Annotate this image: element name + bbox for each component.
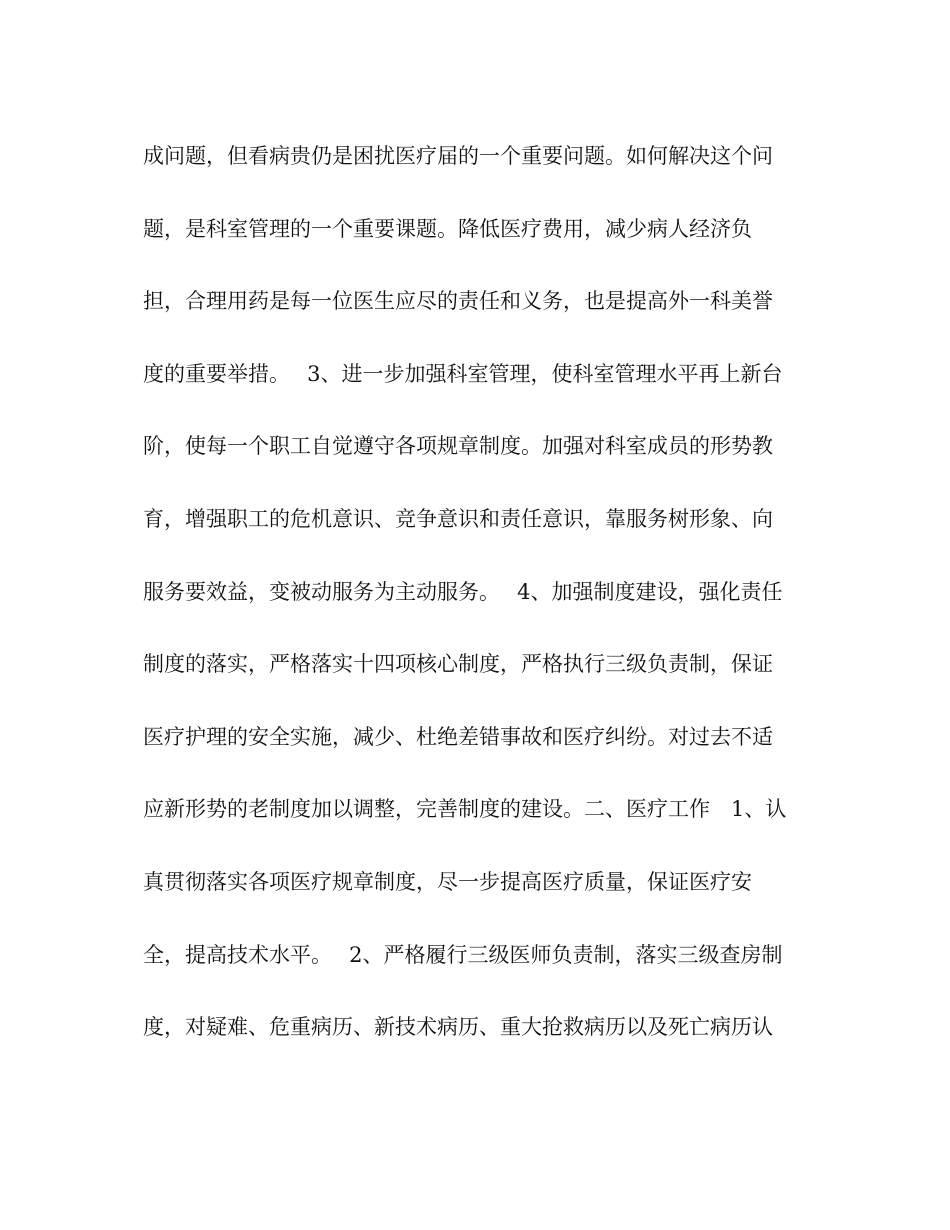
text-line-8: 制度的落实，严格落实十四项核心制度，严格执行三级负责制，保证 (143, 652, 773, 677)
text-line-12: 全，提高技术水平。 2、严格履行三级医师负责制，落实三级查房制 (143, 942, 783, 967)
text-line-5: 阶，使每一个职工自觉遵守各项规章制度。加强对科室成员的形势教 (143, 434, 773, 459)
text-line-2: 题，是科室管理的一个重要课题。降低医疗费用，减少病人经济负 (143, 216, 752, 241)
text-line-9: 医疗护理的安全实施，减少、杜绝差错事故和医疗纠纷。对过去不适 (143, 724, 773, 749)
body-text (143, 133, 813, 1077)
text-line-11: 真贯彻落实各项医疗规章制度，尽一步提高医疗质量，保证医疗安 (143, 869, 752, 894)
text-line-6: 育，增强职工的危机意识、竞争意识和责任意识，靠服务树形象、向 (143, 506, 773, 531)
text-line-4: 度的重要举措。 3、进一步加强科室管理，使科室管理水平再上新台 (143, 361, 783, 386)
text-line-7: 服务要效益，变被动服务为主动服务。 4、加强制度建设，强化责任 (143, 579, 783, 604)
text-line-13: 度，对疑难、危重病历、新技术病历、重大抢救病历以及死亡病历认 (143, 1015, 773, 1040)
text-line-10: 应新形势的老制度加以调整，完善制度的建设。二、医疗工作 1、认 (143, 797, 787, 822)
text-line-3: 担，合理用药是每一位医生应尽的责任和义务，也是提高外一科美誉 (143, 289, 773, 314)
text-line-1: 成问题，但看病贵仍是困扰医疗届的一个重要问题。如何解决这个问 (143, 144, 773, 168)
